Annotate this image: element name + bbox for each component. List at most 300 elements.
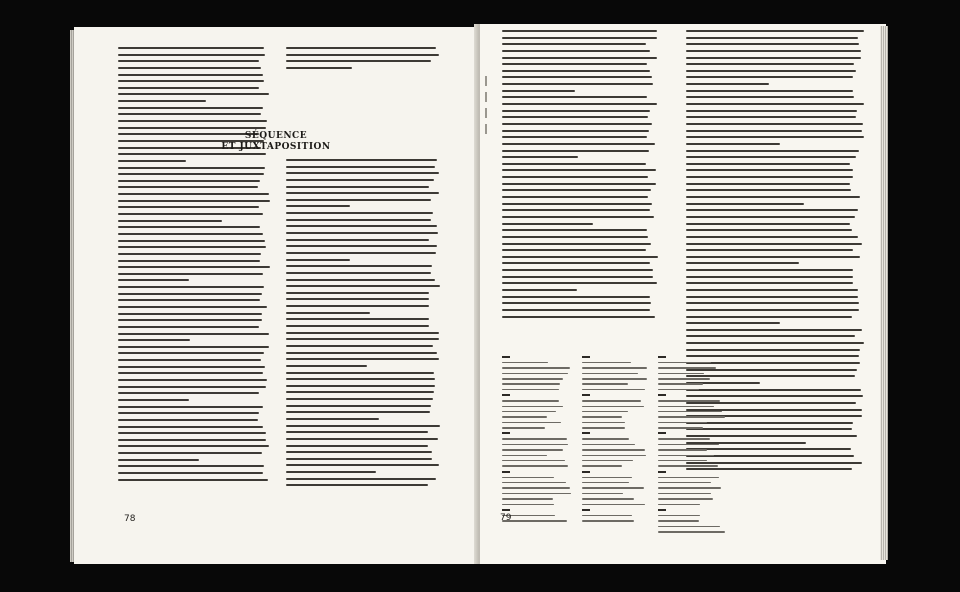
text-line	[118, 260, 260, 262]
text-line	[286, 451, 432, 453]
footnote-number	[658, 509, 666, 511]
text-line	[286, 239, 429, 241]
left-page	[74, 27, 480, 564]
text-line	[502, 63, 647, 65]
footnote-number	[502, 394, 510, 396]
text-line	[686, 90, 853, 92]
section-heading-line-1: SÉQUENCE	[244, 131, 308, 141]
text-line	[286, 192, 439, 194]
text-line	[286, 305, 429, 307]
footnote-line	[582, 515, 632, 517]
text-line	[118, 326, 259, 328]
footnote-line	[658, 378, 710, 380]
text-line	[502, 83, 653, 85]
text-line	[686, 116, 856, 118]
footnote-line	[658, 400, 720, 402]
text-line	[118, 266, 270, 268]
text-line	[686, 163, 850, 165]
text-line	[118, 120, 267, 122]
text-line	[118, 186, 258, 188]
text-line	[502, 76, 652, 78]
text-line	[118, 346, 269, 348]
text-line	[686, 183, 850, 185]
footnote-line	[582, 498, 634, 500]
text-line	[502, 123, 652, 125]
footnote-line	[658, 520, 699, 522]
text-line	[286, 398, 433, 400]
text-line	[118, 419, 258, 421]
text-line	[118, 60, 259, 62]
text-line	[686, 296, 858, 298]
text-line	[686, 96, 854, 98]
text-line	[502, 103, 657, 105]
footnote-line	[502, 406, 563, 408]
text-line	[118, 333, 269, 335]
section-heading	[196, 131, 356, 153]
text-line	[686, 76, 853, 78]
text-line	[502, 236, 648, 238]
text-line	[286, 166, 435, 168]
left-page-column-2	[286, 47, 440, 74]
footnote-line	[502, 411, 556, 413]
text-line	[118, 273, 263, 275]
text-line	[118, 246, 266, 248]
text-line	[118, 279, 189, 281]
text-line	[286, 372, 434, 374]
text-line	[502, 176, 648, 178]
text-line	[502, 136, 647, 138]
text-line	[118, 167, 265, 169]
text-line	[502, 43, 646, 45]
text-line	[118, 406, 263, 408]
text-line	[118, 226, 260, 228]
text-line	[118, 180, 260, 182]
footnote-line	[582, 422, 625, 424]
text-line	[286, 265, 432, 267]
footnote-number	[502, 471, 510, 473]
footnote-number	[582, 356, 590, 358]
footnote-line	[502, 367, 570, 369]
text-line	[118, 426, 263, 428]
text-line	[286, 318, 429, 320]
text-line	[502, 143, 655, 145]
text-line	[502, 203, 652, 205]
page-edges-right	[880, 26, 888, 560]
text-line	[286, 405, 431, 407]
text-line	[686, 316, 852, 318]
text-line	[502, 169, 656, 171]
text-line	[686, 103, 864, 105]
text-line	[502, 229, 647, 231]
text-line	[118, 392, 259, 394]
text-line	[286, 385, 435, 387]
text-line	[686, 37, 858, 39]
footnote-line	[502, 504, 554, 506]
text-line	[686, 223, 850, 225]
text-line	[686, 249, 853, 251]
text-line	[686, 169, 853, 171]
text-line	[686, 329, 862, 331]
text-line	[118, 193, 269, 195]
text-line	[502, 243, 651, 245]
text-line	[118, 213, 263, 215]
text-line	[686, 136, 864, 138]
text-line	[686, 63, 854, 65]
text-line	[118, 93, 269, 95]
text-line	[502, 50, 650, 52]
text-line	[286, 292, 429, 294]
footnote-line	[502, 389, 559, 391]
text-line	[118, 319, 262, 321]
text-line	[686, 349, 860, 351]
text-line	[286, 464, 439, 466]
text-line	[286, 298, 429, 300]
text-line	[118, 47, 264, 49]
text-line	[686, 123, 863, 125]
text-line	[502, 130, 649, 132]
text-line	[118, 359, 261, 361]
text-line	[686, 196, 860, 198]
footnote-line	[582, 400, 641, 402]
text-line	[686, 289, 858, 291]
footnote-number	[582, 509, 590, 511]
text-line	[286, 186, 429, 188]
text-line	[502, 309, 650, 311]
text-line	[686, 110, 857, 112]
footnote-line	[582, 493, 623, 495]
text-line	[686, 156, 856, 158]
footnote-number	[582, 394, 590, 396]
footnote-line	[658, 465, 718, 467]
left-page-column-2-body	[286, 159, 440, 491]
text-line	[286, 279, 435, 281]
text-line	[502, 30, 657, 32]
text-line	[502, 223, 593, 225]
text-line	[286, 478, 436, 480]
text-line	[686, 143, 780, 145]
text-line	[686, 189, 851, 191]
text-line	[286, 252, 436, 254]
text-line	[502, 249, 646, 251]
footnote-line	[582, 460, 633, 462]
text-line	[502, 189, 651, 191]
footnote-line	[658, 362, 711, 364]
footnote-line	[502, 444, 568, 446]
text-line	[686, 243, 862, 245]
text-line	[502, 316, 655, 318]
footnote-line	[502, 487, 570, 489]
footnote-line	[658, 367, 716, 369]
text-line	[118, 472, 263, 474]
footnote-line	[582, 378, 647, 380]
footnote-line	[582, 373, 638, 375]
text-line	[286, 358, 439, 360]
text-line	[502, 209, 650, 211]
text-line	[118, 299, 260, 301]
text-line	[502, 96, 647, 98]
text-line	[502, 276, 653, 278]
text-line	[118, 240, 265, 242]
footnote-number	[502, 356, 510, 358]
left-page-column-1	[118, 47, 270, 485]
footnote-line	[658, 427, 703, 429]
text-line	[118, 366, 265, 368]
text-line	[686, 262, 799, 264]
footnote-number	[582, 432, 590, 434]
footnote-line	[582, 383, 628, 385]
text-line	[686, 302, 859, 304]
text-line	[502, 269, 653, 271]
text-line	[502, 262, 650, 264]
text-line	[686, 57, 861, 59]
footnote-line	[502, 455, 547, 457]
text-line	[286, 345, 433, 347]
footnote-line	[582, 444, 635, 446]
text-line	[502, 296, 650, 298]
text-line	[286, 378, 435, 380]
footnote-line	[582, 487, 644, 489]
text-line	[286, 484, 428, 486]
text-line	[286, 245, 437, 247]
section-heading-line-2: ET JUXTAPOSITION	[221, 142, 331, 152]
text-line	[118, 459, 199, 461]
text-line	[502, 110, 650, 112]
footnote-line	[658, 416, 725, 418]
footnote-line	[502, 520, 567, 522]
footnote-line	[658, 504, 700, 506]
text-line	[502, 70, 650, 72]
text-line	[502, 256, 658, 258]
text-line	[686, 70, 856, 72]
text-line	[118, 439, 266, 441]
page-number-left: 78	[124, 514, 136, 524]
text-line	[502, 116, 648, 118]
text-line	[118, 306, 267, 308]
text-line	[686, 282, 853, 284]
footnote-line	[502, 422, 561, 424]
text-line	[118, 107, 263, 109]
text-line	[686, 256, 860, 258]
text-line	[118, 339, 190, 341]
text-line	[502, 196, 648, 198]
text-line	[118, 412, 259, 414]
footnote-line	[582, 449, 645, 451]
text-line	[118, 206, 259, 208]
text-line	[686, 216, 855, 218]
text-line	[118, 399, 189, 401]
text-line	[286, 431, 428, 433]
text-line	[686, 276, 853, 278]
text-line	[502, 150, 649, 152]
footnote-line	[502, 465, 568, 467]
text-line	[686, 309, 859, 311]
text-line	[118, 233, 263, 235]
text-line	[686, 322, 780, 324]
footnote-line	[582, 482, 629, 484]
footnote-line	[582, 367, 647, 369]
footnote-line	[502, 378, 563, 380]
text-line	[286, 285, 440, 287]
footnote-line	[658, 526, 720, 528]
text-line	[502, 156, 578, 158]
footnote-line	[582, 477, 632, 479]
text-line	[286, 232, 438, 234]
text-line	[118, 286, 264, 288]
text-line	[686, 269, 853, 271]
footnote-line	[582, 504, 645, 506]
footnote-line	[502, 460, 565, 462]
text-line	[286, 199, 431, 201]
text-line	[686, 176, 853, 178]
footnote-line	[502, 400, 559, 402]
footnote-line	[502, 477, 554, 479]
text-line	[286, 60, 431, 62]
text-line	[118, 479, 268, 481]
text-line	[502, 163, 646, 165]
text-line	[118, 253, 261, 255]
footnote-line	[658, 389, 699, 391]
footnote-line	[658, 383, 703, 385]
text-line	[286, 67, 352, 69]
footnote-line	[658, 406, 714, 408]
text-line	[286, 259, 350, 261]
footnote-line	[582, 389, 645, 391]
text-line	[286, 445, 428, 447]
text-line	[118, 54, 265, 56]
text-line	[118, 386, 266, 388]
text-line	[286, 172, 439, 174]
text-line	[118, 220, 222, 222]
footnotes-column-2	[582, 356, 648, 526]
text-line	[686, 83, 769, 85]
text-line	[118, 74, 263, 76]
right-page-column-1	[502, 30, 658, 322]
text-line	[118, 379, 267, 381]
text-line	[286, 272, 431, 274]
footnote-line	[658, 455, 714, 457]
footnote-line	[502, 493, 571, 495]
right-page	[480, 24, 886, 564]
text-line	[502, 216, 654, 218]
text-line	[502, 282, 657, 284]
text-line	[286, 352, 437, 354]
text-line	[502, 302, 651, 304]
footnote-line	[502, 498, 553, 500]
text-line	[118, 67, 261, 69]
text-line	[686, 236, 858, 238]
text-line	[502, 90, 575, 92]
footnote-line	[658, 449, 707, 451]
footnote-line	[502, 427, 545, 429]
footnote-line	[502, 416, 547, 418]
footnote-line	[582, 465, 622, 467]
footnote-line	[502, 449, 563, 451]
text-line	[286, 225, 437, 227]
text-line	[686, 342, 864, 344]
footnote-line	[582, 406, 644, 408]
page-number-right: 79	[500, 513, 512, 523]
text-line	[286, 312, 370, 314]
text-line	[686, 150, 859, 152]
text-line	[286, 471, 376, 473]
text-line	[118, 100, 206, 102]
text-line	[118, 352, 264, 354]
footnote-line	[658, 460, 707, 462]
text-line	[286, 179, 434, 181]
footnotes-column-1	[502, 356, 572, 526]
footnote-number	[658, 432, 666, 434]
text-line	[686, 130, 862, 132]
footnote-line	[658, 487, 721, 489]
text-line	[118, 313, 262, 315]
text-line	[286, 411, 430, 413]
text-line	[286, 325, 429, 327]
text-line	[286, 159, 437, 161]
running-head	[485, 76, 495, 176]
text-line	[286, 458, 432, 460]
text-line	[502, 289, 577, 291]
text-line	[502, 183, 656, 185]
footnote-number	[582, 471, 590, 473]
footnote-line	[582, 411, 628, 413]
text-line	[286, 391, 434, 393]
footnote-line	[658, 444, 719, 446]
footnote-line	[658, 422, 707, 424]
footnote-line	[658, 411, 722, 413]
text-line	[118, 153, 266, 155]
text-line	[118, 452, 262, 454]
footnote-line	[582, 438, 629, 440]
footnote-line	[502, 383, 560, 385]
text-line	[686, 50, 861, 52]
footnote-line	[658, 498, 713, 500]
text-line	[286, 425, 440, 427]
text-line	[286, 212, 433, 214]
text-line	[118, 80, 264, 82]
text-line	[286, 47, 436, 49]
footnote-line	[502, 373, 568, 375]
footnote-line	[658, 477, 719, 479]
text-line	[118, 432, 266, 434]
text-line	[686, 30, 864, 32]
text-line	[118, 173, 264, 175]
footnote-line	[582, 362, 631, 364]
text-line	[286, 418, 379, 420]
text-line	[118, 445, 269, 447]
text-line	[502, 57, 657, 59]
text-line	[686, 43, 859, 45]
footnote-line	[582, 416, 622, 418]
footnote-number	[658, 356, 666, 358]
footnote-number	[502, 509, 510, 511]
text-line	[286, 219, 431, 221]
text-line	[118, 113, 261, 115]
footnote-line	[502, 482, 566, 484]
text-line	[118, 293, 262, 295]
footnote-line	[582, 455, 646, 457]
text-line	[286, 438, 438, 440]
text-line	[502, 37, 657, 39]
text-line	[118, 87, 259, 89]
footnote-line	[502, 362, 548, 364]
footnote-line	[658, 493, 711, 495]
footnote-line	[502, 438, 567, 440]
text-line	[686, 229, 852, 231]
text-line	[286, 54, 439, 56]
text-line	[686, 203, 804, 205]
text-line	[286, 332, 439, 334]
footnote-line	[658, 531, 725, 533]
